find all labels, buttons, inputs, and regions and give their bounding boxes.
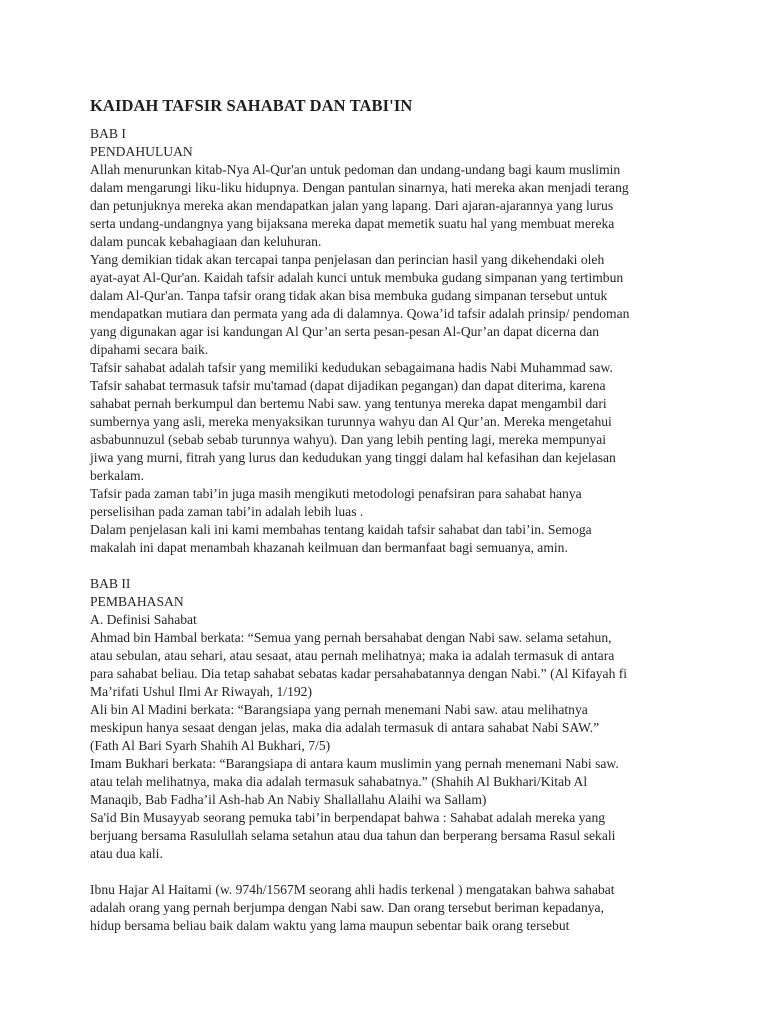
paragraph-gap — [90, 863, 690, 881]
paragraph-line: dipahami secara baik. — [90, 342, 209, 357]
paragraph — [90, 629, 690, 701]
paragraph-line: mendapatkan mutiara dan permata yang ada di dalamnya. Qowa’id tafsir adalah prinsip/ pendoman — [90, 306, 630, 321]
paragraph — [90, 251, 690, 359]
paragraph-line: Ma’rifati Ushul Ilmi Ar Riwayah, 1/192) — [90, 684, 312, 699]
paragraph-line: atau sebulan, atau sehari, atau sesaat, atau pernah melihatnya; maka ia adalah termasuk di antara — [90, 648, 615, 663]
paragraph-line: dalam Al-Qur'an. Tanpa tafsir orang tidak akan bisa membuka gudang simpanan tersebut untuk — [90, 288, 608, 303]
paragraph — [90, 161, 690, 251]
bab2-paragraphs-continued — [90, 881, 690, 935]
paragraph-line: makalah ini dapat menambah khazanah keilmuan dan bermanfaat bagi semuanya, amin. — [90, 540, 568, 555]
paragraph — [90, 359, 690, 377]
paragraph-line: ayat-ayat Al-Qur'an. Kaidah tafsir adalah kunci untuk membuka gudang simpanan yang tertimbun — [90, 270, 624, 285]
paragraph-line: asbabunnuzul (sebab sebab turunnya wahyu). Dan yang lebih penting lagi, mereka mempunyai — [90, 432, 607, 447]
paragraph — [90, 701, 690, 755]
paragraph-line: yang digunakan agar isi kandungan Al Qur’an serta pesan-pesan Al-Qur’an dapat dicerna dan — [90, 324, 600, 339]
paragraph-line: Yang demikian tidak akan tercapai tanpa penjelasan dan perincian hasil yang dikehendaki oleh — [90, 252, 605, 267]
bab1-heading: BAB I — [90, 126, 126, 141]
paragraph-line: jiwa yang murni, fitrah yang lurus dan kedudukan yang tinggi dalam hal kefasihan dan kejelasan — [90, 450, 616, 465]
paragraph — [90, 755, 690, 809]
paragraph-line: Allah menurunkan kitab-Nya Al-Qur'an untuk pedoman dan undang-undang bagi kaum muslimin — [90, 162, 621, 177]
paragraph-line: dan petunjuknya mereka akan mendapatkan jalan yang lapang. Dari ajaran-ajarannya yang lurus — [90, 198, 614, 213]
paragraph-line: dalam puncak kebahagiaan dan keluhuran. — [90, 234, 322, 249]
paragraph-line: Tafsir sahabat adalah tafsir yang memiliki kedudukan sebagaimana hadis Nabi Muhammad saw. — [90, 360, 613, 375]
paragraph — [90, 377, 690, 485]
paragraph-line: Dalam penjelasan kali ini kami membahas tentang kaidah tafsir sahabat dan tabi’in. Semoga — [90, 522, 592, 537]
paragraph-line: dalam mengarungi liku-liku hidupnya. Dengan pantulan sinarnya, hati mereka akan menjadi terang — [90, 180, 629, 195]
section-gap — [90, 557, 690, 575]
paragraph-line: berjuang bersama Rasulullah selama setahun atau dua tahun dan berperang bersama Rasul sekali — [90, 828, 616, 843]
bab1-subheading: PENDAHULUAN — [90, 144, 193, 159]
paragraph-line: Imam Bukhari berkata: “Barangsiapa di antara kaum muslimin yang pernah menemani Nabi saw. — [90, 756, 619, 771]
paragraph-line: Tafsir pada zaman tabi’in juga masih mengikuti metodologi penafsiran para sahabat hanya — [90, 486, 582, 501]
paragraph — [90, 521, 690, 557]
paragraph-line: Sa'id Bin Musayyab seorang pemuka tabi’in berpendapat bahwa : Sahabat adalah mereka yang — [90, 810, 606, 825]
document-title: KAIDAH TAFSIR SAHABAT DAN TABI'IN — [90, 96, 413, 115]
paragraph-line: sahabat pernah berkumpul dan bertemu Nabi saw. yang tentunya mereka dapat mengambil dari — [90, 396, 607, 411]
paragraph — [90, 881, 690, 935]
paragraph-line: Manaqib, Bab Fadha’il Ash-hab An Nabiy Shallallahu Alaihi wa Sallam) — [90, 792, 487, 807]
paragraph-line: atau telah melihatnya, maka dia adalah termasuk sahabatnya.” (Shahih Al Bukhari/Kitab Al — [90, 774, 588, 789]
paragraph — [90, 485, 690, 521]
paragraph-line: Tafsir sahabat termasuk tafsir mu'tamad (dapat dijadikan pegangan) dan dapat diterima, karena — [90, 378, 606, 393]
section-heading-definisi-sahabat: A. Definisi Sahabat — [90, 612, 197, 627]
paragraph-line: berkalam. — [90, 468, 144, 483]
paragraph-line: meskipun hanya sesaat dengan jelas, maka dia adalah termasuk di antara sahabat Nabi SAW.” — [90, 720, 600, 735]
paragraph — [90, 809, 690, 863]
bab2-heading: BAB II — [90, 576, 131, 591]
paragraph-line: perselisihan pada zaman tabi’in adalah lebih luas . — [90, 504, 364, 519]
paragraph-line: atau dua kali. — [90, 846, 163, 861]
bab1-paragraphs — [90, 161, 690, 557]
paragraph-line: sumbernya yang asli, mereka menyaksikan turunnya wahyu dan Al Qur’an. Mereka mengetahui — [90, 414, 612, 429]
document-body — [90, 96, 690, 935]
paragraph-line: para sahabat beliau. Dia tetap sahabat sebatas kadar persahabatannya dengan Nabi.” (Al Kifayah fi — [90, 666, 628, 681]
paragraph-line: serta undang-undangnya yang bijaksana mereka dapat memetik suatu hal yang membuat mereka — [90, 216, 615, 231]
paragraph-line: (Fath Al Bari Syarh Shahih Al Bukhari, 7/5) — [90, 738, 331, 753]
paragraph-line: hidup bersama beliau baik dalam waktu yang lama maupun sebentar baik orang tersebut — [90, 918, 570, 933]
bab2-paragraphs — [90, 629, 690, 863]
bab2-subheading: PEMBAHASAN — [90, 594, 184, 609]
paragraph-line: adalah orang yang pernah berjumpa dengan Nabi saw. Dan orang tersebut beriman kepadanya, — [90, 900, 604, 915]
paragraph-line: Ahmad bin Hambal berkata: “Semua yang pernah bersahabat dengan Nabi saw. selama setahun, — [90, 630, 612, 645]
paragraph-line: Ali bin Al Madini berkata: “Barangsiapa yang pernah menemani Nabi saw. atau melihatnya — [90, 702, 588, 717]
paragraph-line: Ibnu Hajar Al Haitami (w. 974h/1567M seorang ahli hadis terkenal ) mengatakan bahwa sahabat — [90, 882, 615, 897]
